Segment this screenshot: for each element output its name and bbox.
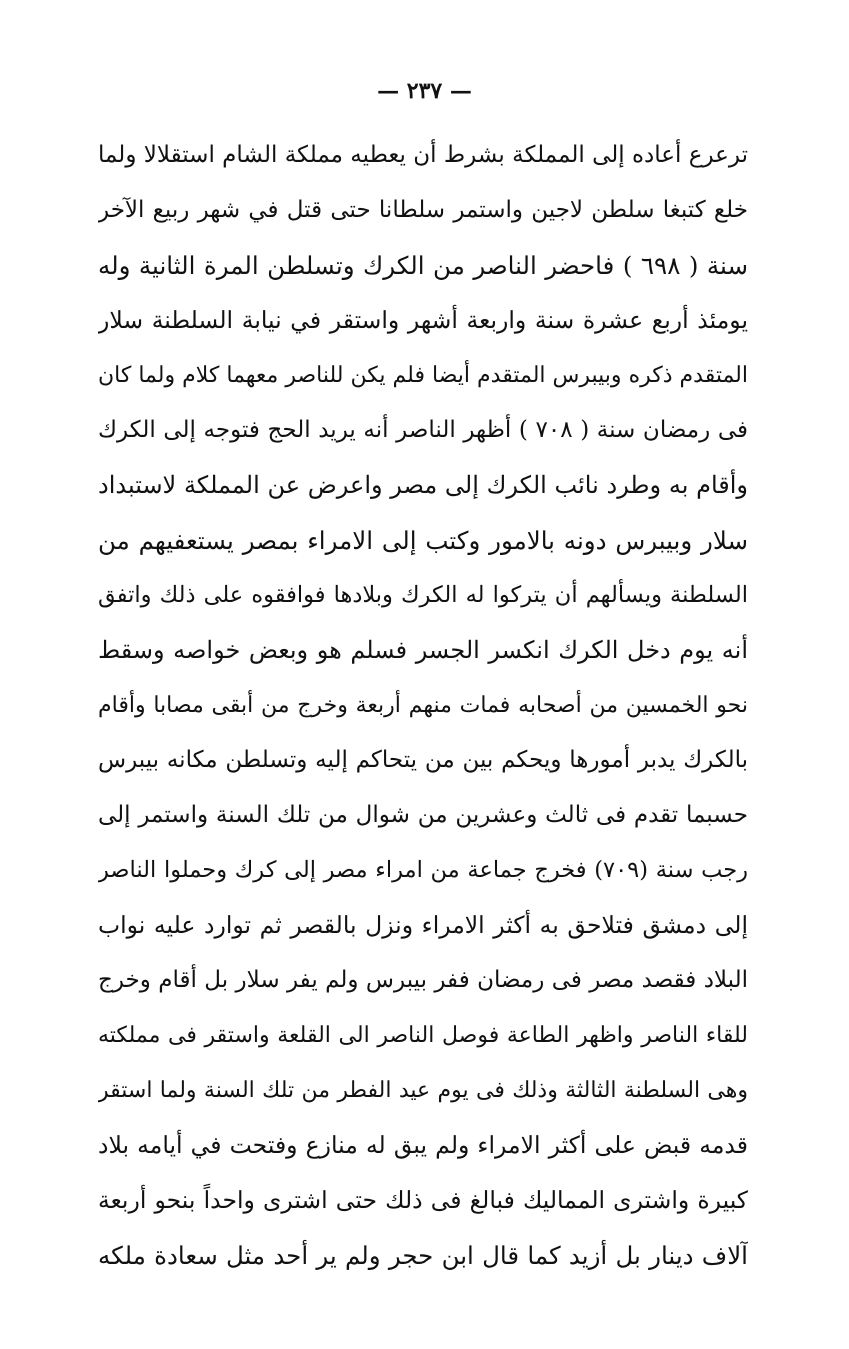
text-line: إلى دمشق فتلاحق به أكثر الامراء ونزل بالقصر ثم توارد عليه نواب <box>98 911 748 939</box>
text-line: آلاف دينار بل أزيد كما قال ابن حجر ولم ير أحد مثل سعادة ملكه <box>98 1241 748 1270</box>
text-line: كبيرة واشترى المماليك فبالغ فى ذلك حتى اشترى واحداً بنحو أربعة <box>98 1186 748 1214</box>
text-line: بالكرك يدبر أمورها ويحكم بين من يتحاكم إليه وتسلطن مكانه بيبرس <box>98 747 748 773</box>
text-line: المتقدم ذكره وبيبرس المتقدم أيضا فلم يكن للناصر معهما كلام ولما كان <box>98 363 748 388</box>
body-text <box>98 128 748 1283</box>
text-line: سلار وبيبرس دونه بالامور وكتب إلى الامراء بمصر يستعفيهم من <box>98 526 748 555</box>
text-line: فى رمضان سنة ( ٧٠٨ ) أظهر الناصر أنه يريد الحج فتوجه إلى الكرك <box>98 417 748 443</box>
text-line: ترعرع أعاده إلى المملكة بشرط أن يعطيه مملكة الشام استقلالا ولما <box>98 142 748 168</box>
text-line: سنة ( ٦٩٨ ) فاحضر الناصر من الكرك وتسلطن المرة الثانية وله <box>98 251 748 280</box>
text-line: حسبما تقدم فى ثالث وعشرين من شوال من تلك السنة واستمر إلى <box>98 802 748 828</box>
text-line: البلاد فقصد مصر فى رمضان ففر بيبرس ولم يفر سلار بل أقام وخرج <box>98 967 748 993</box>
page-number: — ٢٣٧ — <box>377 78 472 104</box>
text-line: وأقام به وطرد نائب الكرك إلى مصر واعرض عن المملكة لاستبداد <box>98 471 748 499</box>
text-line: أنه يوم دخل الكرك انكسر الجسر فسلم هو وبعض خواصه وسقط <box>98 636 748 664</box>
text-line: خلع كتبغا سلطن لاجين واستمر سلطانا حتى قتل في شهر ربيع الآخر <box>98 197 748 223</box>
text-line: يومئذ أربع عشرة سنة واربعة أشهر واستقر في نيابة السلطنة سلار <box>98 306 748 334</box>
text-line: قدمه قبض على أكثر الامراء ولم يبق له منازع وفتحت في أيامه بلاد <box>98 1131 748 1159</box>
text-line: رجب سنة (٧٠٩) فخرج جماعة من امراء مصر إلى كرك وحملوا الناصر <box>98 857 748 883</box>
text-line: للقاء الناصر واظهر الطاعة فوصل الناصر الى القلعة واستقر فى مملكته <box>98 1023 748 1048</box>
text-line: السلطنة ويسألهم أن يتركوا له الكرك وبلادها فوافقوه على ذلك واتفق <box>98 582 748 608</box>
text-line: نحو الخمسين من أصحابه فمات منهم أربعة وخرج من أبقى مصابا وأقام <box>98 693 748 718</box>
text-line: وهى السلطنة الثالثة وذلك فى يوم عيد الفطر من تلك السنة ولما استقر <box>98 1078 748 1103</box>
